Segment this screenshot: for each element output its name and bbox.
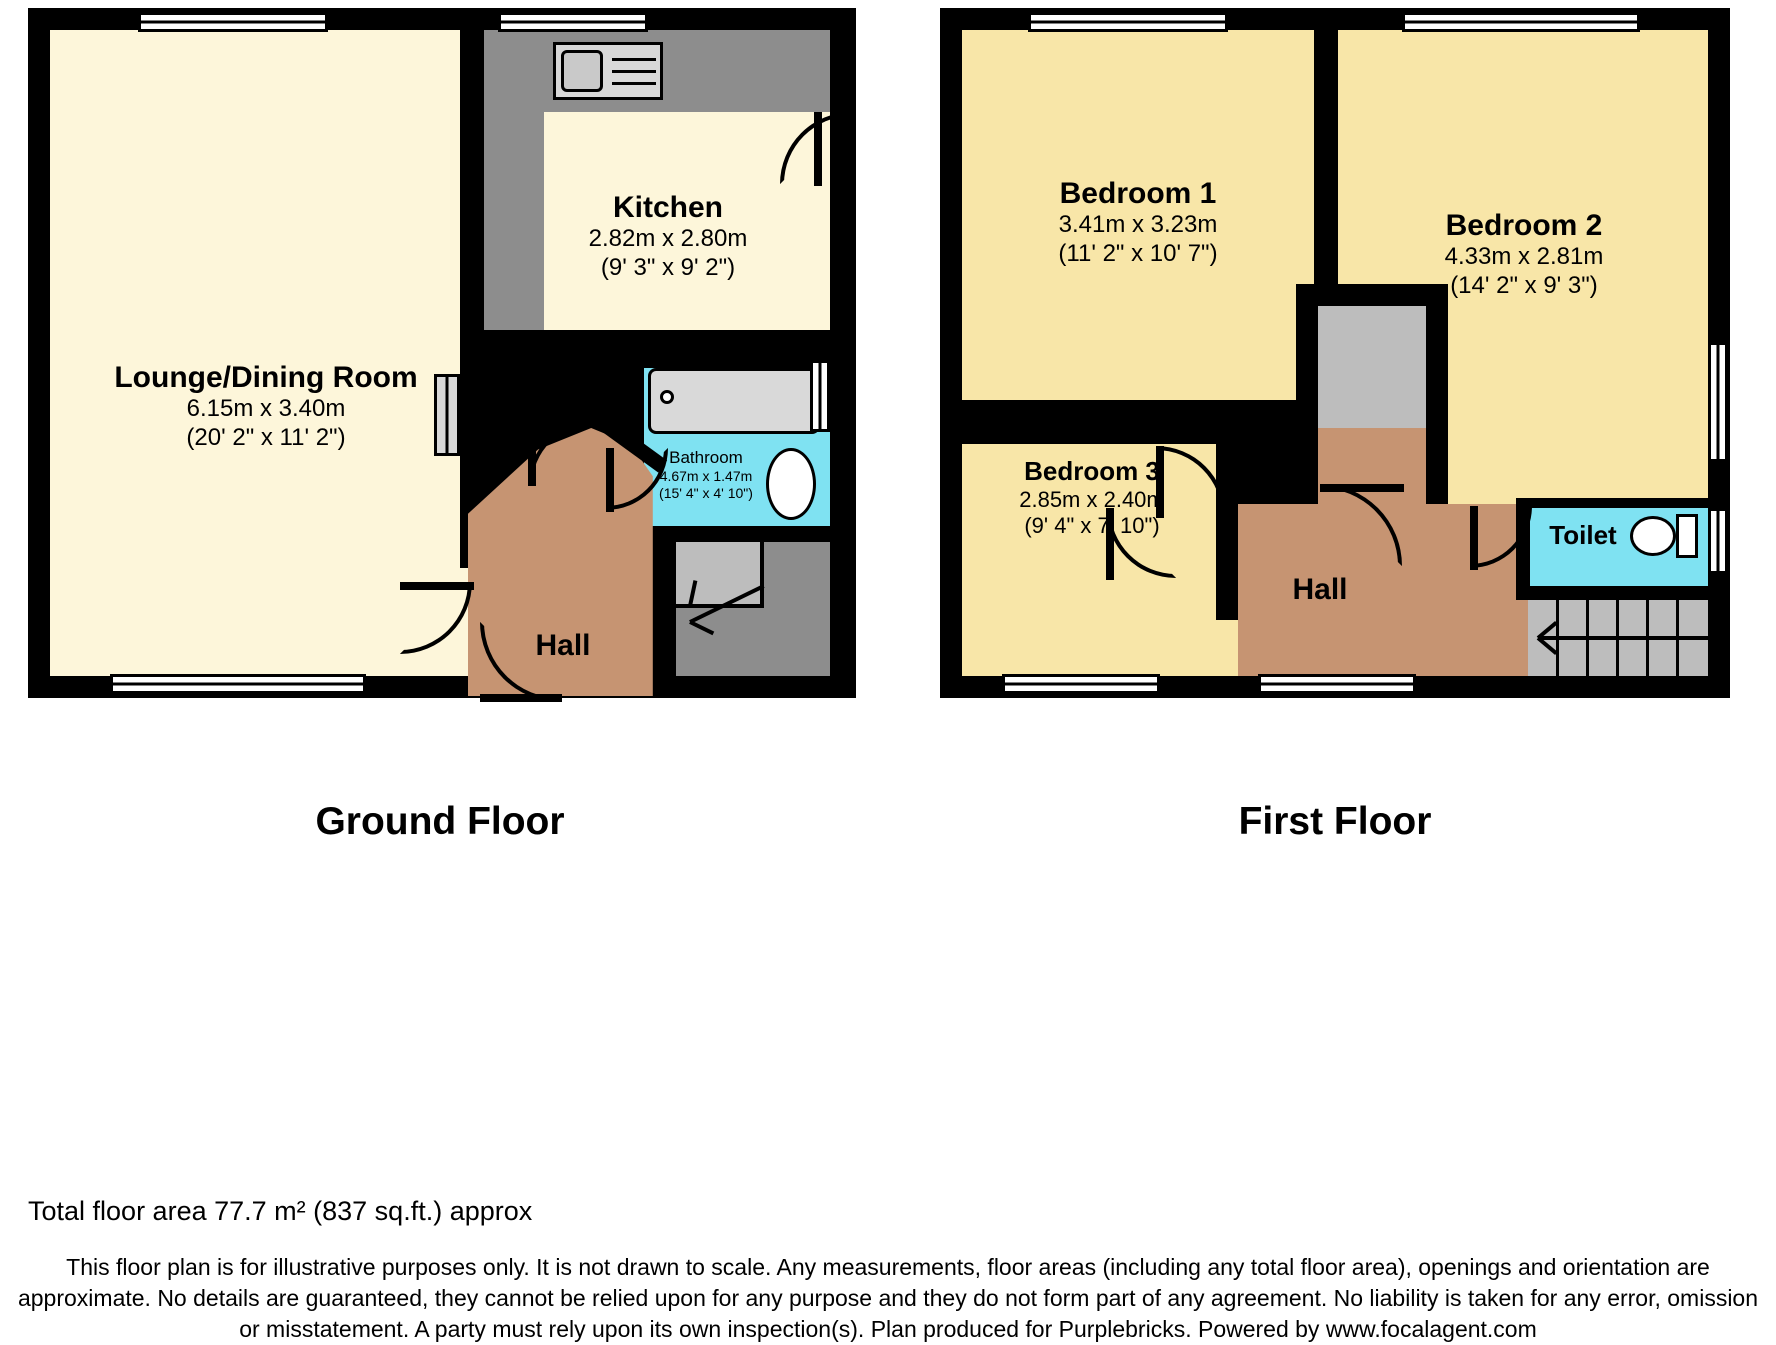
total-floor-area: Total floor area 77.7 m² (837 sq.ft.) approx [28, 1196, 533, 1226]
kitchen-door-leaf [814, 112, 822, 186]
label-bathroom [636, 448, 776, 501]
window-bedroom2-top [1402, 12, 1640, 32]
wall-between-bed1-bed2 [1314, 30, 1338, 306]
label-bedroom-1-metric: 3.41m x 3.23m [1058, 211, 1218, 239]
draining-line-1 [612, 58, 656, 61]
sink-bowl-icon [561, 50, 603, 92]
label-bedroom-3-metric: 2.85m x 2.40m [1019, 486, 1165, 512]
front-door-leaf [480, 694, 562, 702]
ground-floor-plan [28, 8, 858, 698]
draining-line-3 [612, 82, 656, 85]
internal-wall-vertical [460, 30, 484, 568]
bathroom-bottom-wall [628, 526, 830, 542]
label-lounge-dining-imperial: (20' 2" x 11' 2") [186, 423, 346, 451]
toilet-bottom-wall [1516, 586, 1708, 600]
cupboard-outline-2 [760, 542, 764, 608]
draining-line-2 [612, 70, 656, 73]
label-hall-ground [478, 628, 648, 663]
label-hall-first-name: Hall [1292, 573, 1348, 606]
window-lounge-top [138, 12, 328, 32]
label-kitchen [518, 190, 818, 282]
label-bedroom-2-name: Bedroom 2 [1445, 209, 1603, 242]
label-bedroom-1-name: Bedroom 1 [1059, 177, 1217, 210]
first-floor-plan [940, 8, 1730, 698]
label-bedroom-2 [1348, 208, 1700, 300]
toilet-top-wall [1516, 498, 1708, 508]
wall-bed1-bottom [962, 400, 1314, 422]
window-bedroom1-top [1028, 12, 1228, 32]
label-bathroom-imperial: (15' 4" x 4' 10") [659, 484, 753, 501]
label-bedroom-2-metric: 4.33m x 2.81m [1444, 243, 1604, 271]
label-bathroom-metric: 4.67m x 1.47m [659, 468, 753, 485]
label-kitchen-metric: 2.82m x 2.80m [588, 225, 748, 253]
window-bedroom2-right [1708, 342, 1728, 462]
toilet-door-leaf [1470, 506, 1478, 570]
label-bedroom-1-imperial: (11' 2" x 10' 7") [1058, 239, 1218, 267]
label-lounge-dining-metric: 6.15m x 3.40m [186, 395, 346, 423]
bedroom2-door-leaf [1320, 484, 1404, 492]
bathtub-icon [648, 368, 820, 434]
kitchen-bottom-wall [460, 330, 640, 352]
bathroom-door-leaf [606, 448, 614, 512]
label-bedroom-3-name: Bedroom 3 [1024, 456, 1160, 486]
label-kitchen-name: Kitchen [612, 191, 723, 224]
window-hall-bottom [1258, 674, 1416, 694]
hall-door-upper-leaf [528, 420, 536, 486]
disclaimer-text: This floor plan is for illustrative purposes only. It is not drawn to scale. Any measurements, floor areas (including any total floor area), openings and orientation are approximate. No details are guaranteed, they cannot be relied upon for any purpose and they do not form part of any agreement. No liability is taken for any error, omission or misstatement. A party must rely upon its own inspection(s). Plan produced for Purplebricks. Powered by www.focalagent.com [17, 1254, 1759, 1343]
window-lounge-bottom [110, 674, 366, 694]
room-lounge-dining [50, 30, 482, 676]
label-lounge-dining-name: Lounge/Dining Room [114, 361, 418, 394]
label-bedroom-3 [958, 456, 1226, 539]
wc-cistern-icon [1676, 514, 1698, 558]
label-hall-first [1240, 572, 1400, 607]
label-bathroom-name: Bathroom [669, 448, 743, 467]
bath-tap-icon [660, 390, 674, 404]
label-bedroom-1 [980, 176, 1296, 268]
label-toilet-name: Toilet [1549, 520, 1617, 550]
window-kitchen-top [498, 12, 648, 32]
window-bedroom3-bottom [1002, 674, 1160, 694]
ground-floor-title: Ground Floor [315, 800, 565, 843]
label-toilet [1528, 520, 1638, 551]
stair-arrow-shaft-first [1538, 636, 1708, 640]
label-kitchen-imperial: (9' 3" x 9' 2") [600, 253, 736, 281]
wall-landing-right [1426, 284, 1448, 504]
label-bedroom-2-imperial: (14' 2" x 9' 3") [1450, 271, 1598, 299]
window-toilet-right [1708, 508, 1728, 574]
label-lounge-dining [76, 360, 456, 452]
bathroom-top-wall [628, 352, 830, 368]
hall-to-lounge-door-leaf [400, 582, 474, 590]
first-floor-title: First Floor [1238, 800, 1432, 843]
label-bedroom-3-imperial: (9' 4" x 7' 10") [1024, 512, 1160, 538]
window-bathroom-right [810, 360, 830, 432]
airing-cupboard [1318, 306, 1426, 428]
wall-landing-vert [1296, 284, 1318, 504]
label-hall-ground-name: Hall [535, 629, 591, 662]
